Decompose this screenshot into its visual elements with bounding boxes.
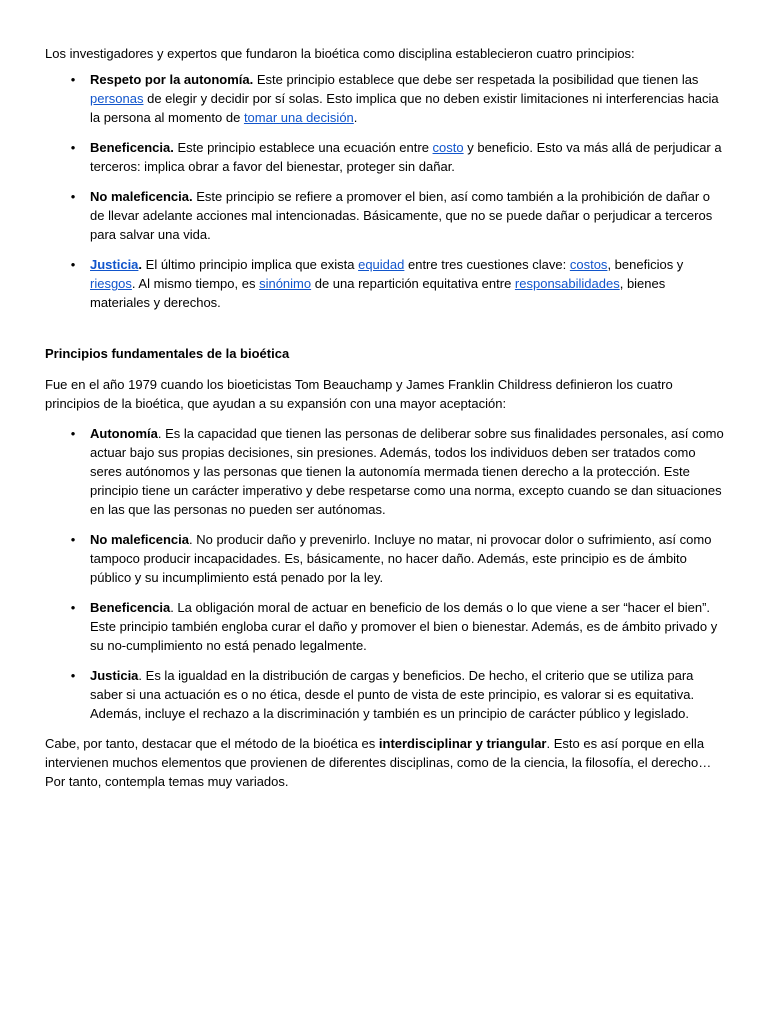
list-item-beneficencia: • Beneficencia. Este principio establece una ecuación entre costo y beneficio. Esto va más allá de perjudicar a terceros: implica obrar a favor del bienestar, proteger sin dañar. — [45, 138, 724, 176]
bullet-icon: • — [70, 532, 76, 547]
history-paragraph: Fue en el año 1979 cuando los bioeticistas Tom Beauchamp y James Franklin Childress definieron los cuatro principios de la bioética, que ayudan a su expansión con una mayor aceptación: — [45, 377, 673, 411]
link-equidad[interactable]: equidad — [358, 257, 405, 272]
bullet-icon: • — [70, 72, 76, 87]
list-item-justicia-2: • Justicia. Es la igualdad en la distribución de cargas y beneficios. De hecho, el criterio que se utiliza para saber si una actuación es o no ética, desde el punto de vista de este principio, es valorar si es equitativa. Además, incluye el rechazo a la discriminación y también es un principio de carácter público y legislado. — [45, 666, 724, 723]
term-respeto-autonomia: Respeto por la autonomía. — [90, 72, 254, 87]
link-costos[interactable]: costos — [569, 257, 608, 272]
term-interdisciplinar: interdisciplinar y triangular — [378, 736, 547, 751]
term-justicia-2: Justicia — [90, 668, 139, 683]
list-item-no-maleficencia-2: • No maleficencia. No producir daño y prevenirlo. Incluye no matar, ni provocar dolor o sufrimiento, así como tampoco producir incapacidades. Es, básicamente, no hacer daño. Además, este principio es de ámbito público y su incumplimiento está penado por la ley. — [45, 530, 724, 587]
term-autonomia: Autonomía — [90, 426, 158, 441]
term-beneficencia-2: Beneficencia — [90, 600, 171, 615]
list-item-beneficencia-2: • Beneficencia. La obligación moral de actuar en beneficio de los demás o lo que viene a ser “hacer el bien”. Este principio también engloba curar el daño y promover el bien o bienestar. Además, es de ámbito privado y su no-cumplimiento no está penado legalmente. — [45, 598, 724, 655]
link-sinonimo[interactable]: sinónimo — [259, 276, 312, 291]
section-heading: Principios fundamentales de la bioética — [45, 346, 290, 361]
term-no-maleficencia-2: No maleficencia — [90, 532, 189, 547]
bullet-icon: • — [70, 140, 76, 155]
link-responsabilidades[interactable]: responsabilidades — [514, 276, 620, 291]
list-item-autonomia-respeto: • Respeto por la autonomía. Este principio establece que debe ser respetada la posibilidad que tienen las personas de elegir y decidir por sí solas. Esto implica que no deben existir limitaciones ni interferencias hacia la persona al momento de tomar una decisión. — [45, 70, 724, 127]
intro-paragraph: Los investigadores y expertos que fundaron la bioética como disciplina establecieron cuatro principios: — [45, 46, 635, 61]
bullet-icon: • — [70, 426, 76, 441]
link-costo[interactable]: costo — [432, 140, 464, 155]
principles-list-1 — [45, 70, 724, 312]
bullet-icon: • — [70, 668, 76, 683]
list-item-autonomia: • Autonomía. Es la capacidad que tienen las personas de deliberar sobre sus finalidades personales, así como actuar bajo sus propias decisiones, sin presiones. Además, todos los individuos deben ser tratados como seres autónomos y las personas que tienen la autonomía mermada tienen derecho a la protección. Este principio tiene un carácter imperativo y debe respetarse como una norma, excepto cuando se dan situaciones en las que las personas no pueden ser autónomas. — [45, 424, 724, 519]
closing-paragraph: Cabe, por tanto, destacar que el método de la bioética es interdisciplinar y triangular. Esto es así porque en ella intervienen muchos elementos que provienen de diferentes disciplinas, como de la ciencia, la filosofía, el derecho… Por tanto, contempla temas muy variados. — [45, 736, 712, 789]
term-beneficencia: Beneficencia. — [90, 140, 174, 155]
bullet-icon: • — [70, 257, 76, 272]
bullet-icon: • — [70, 600, 76, 615]
link-personas[interactable]: personas — [90, 91, 144, 106]
list-item-justicia: • Justicia. El último principio implica que exista equidad entre tres cuestiones clave: costos, beneficios y riesgos. Al mismo tiempo, es sinónimo de una repartición equitativa entre responsabilidades, bienes materiales y derechos. — [45, 255, 724, 312]
link-tomar-una-decision[interactable]: tomar una decisión — [243, 110, 354, 125]
term-no-maleficencia: No maleficencia. — [90, 189, 193, 204]
principles-list-2 — [45, 424, 724, 723]
link-justicia[interactable]: Justicia — [90, 257, 139, 272]
list-item-no-maleficencia: • No maleficencia. Este principio se refiere a promover el bien, así como también a la prohibición de dañar o de llevar adelante acciones mal intencionadas. Básicamente, que no se puede dañar o perjudicar a terceros para salvar una vida. — [45, 187, 724, 244]
link-riesgos[interactable]: riesgos — [90, 276, 132, 291]
bullet-icon: • — [70, 189, 76, 204]
